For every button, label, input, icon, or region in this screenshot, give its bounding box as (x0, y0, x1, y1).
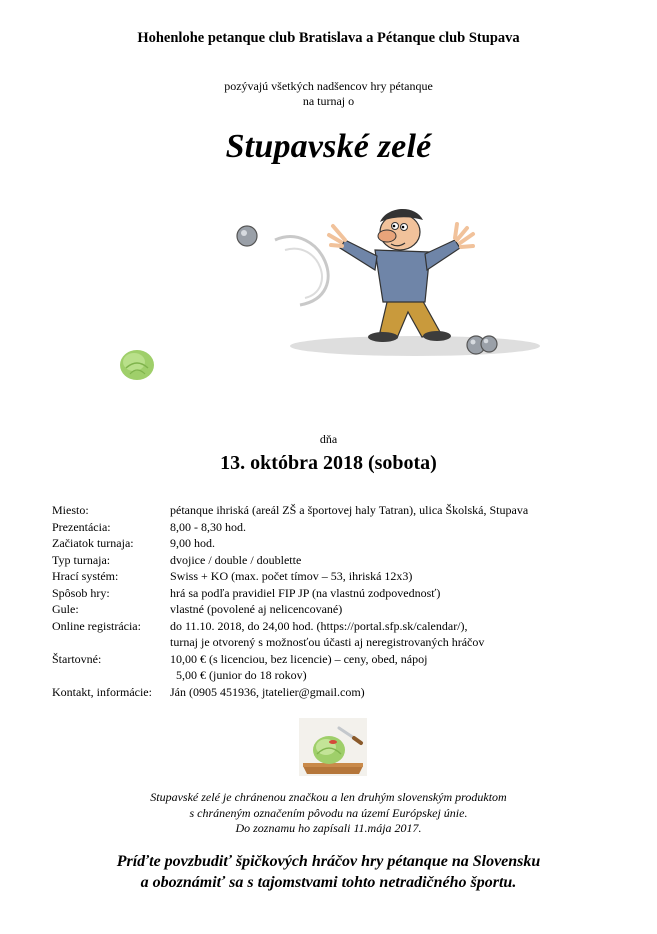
detail-row (52, 585, 528, 602)
note-line-3: Do zoznamu ho zapísali 11.mája 2017. (235, 821, 422, 835)
detail-row (52, 667, 528, 684)
detail-row (52, 552, 528, 569)
detail-value: 10,00 € (s licenciou, bez licencie) – ceny, obed, nápoj (170, 651, 428, 666)
detail-label: Hrací systém: (52, 569, 119, 583)
detail-label: Spôsob hry: (52, 585, 110, 600)
closing-line-1: Príďte povzbudiť špičkových hráčov hry pétanque na Slovensku (116, 853, 541, 870)
detail-row (52, 601, 528, 618)
detail-value: hrá sa podľa pravidiel FIP JP (na vlastnú zodpovednosť) (170, 585, 441, 600)
event-details (52, 502, 528, 700)
protected-origin-note (0, 790, 657, 837)
detail-value: Swiss + KO (max. počet tímov – 53, ihriská 12x3) (170, 569, 413, 583)
detail-row (52, 634, 528, 651)
invitation-line-1: pozývajú všetkých nadšencov hry pétanque (224, 79, 433, 93)
detail-label: Kontakt, informácie: (52, 684, 152, 699)
detail-label: Začiatok turnaja: (52, 536, 134, 550)
detail-row (52, 502, 528, 519)
closing-invitation (0, 851, 657, 893)
detail-row (52, 519, 528, 536)
detail-value: 5,00 € (junior do 18 rokov) (170, 668, 307, 682)
date-prefix: dňa (319, 432, 338, 446)
detail-row (52, 618, 528, 635)
detail-label: Gule: (52, 602, 79, 616)
detail-value: 9,00 hod. (170, 536, 215, 550)
detail-label (52, 634, 170, 651)
detail-row (52, 684, 528, 701)
detail-row (52, 568, 528, 585)
detail-label: Štartovné: (52, 651, 102, 666)
detail-row (52, 651, 528, 668)
detail-label: Prezentácia: (52, 519, 111, 534)
closing-line-2: a oboznámiť sa s tajomstvami tohto netradičného športu. (140, 874, 517, 891)
detail-label: Miesto: (52, 503, 89, 517)
detail-value: dvojice / double / doublette (170, 552, 302, 567)
flying-boule-icon (237, 226, 257, 246)
invitation-line-2: na turnaj o (302, 94, 355, 108)
detail-value: Ján (0905 451936, jtatelier@gmail.com) (170, 684, 365, 699)
detail-label: Online registrácia: (52, 618, 141, 633)
note-line-2: s chráneným označením pôvodu na území Európskej únie. (189, 805, 468, 820)
detail-value: turnaj je otvorený s možnosťou účasti aj neregistrovaných hráčov (170, 635, 485, 649)
cabbage-board-image (299, 718, 367, 776)
event-date: 13. októbra 2018 (sobota) (220, 452, 437, 474)
detail-row (52, 535, 528, 552)
detail-value: do 11.10. 2018, do 24,00 hod. (https://portal.sfp.sk/calendar/), (170, 618, 468, 633)
ground-boule-icon (481, 336, 497, 352)
organizers-heading: Hohenlohe petanque club Bratislava a Pétanque club Stupava (137, 30, 520, 46)
invitation-text (0, 79, 657, 109)
detail-label (52, 667, 170, 684)
tournament-title: Stupavské zelé (225, 128, 432, 165)
detail-value: vlastné (povolené aj nelicencované) (170, 602, 343, 616)
petanque-player-illustration (205, 200, 545, 370)
detail-label: Typ turnaja: (52, 552, 111, 567)
detail-value: 8,00 - 8,30 hod. (170, 519, 246, 534)
cabbage-icon (118, 348, 156, 382)
note-line-1: Stupavské zelé je chránenou značkou a len druhým slovenským produktom (150, 790, 507, 804)
detail-value: pétanque ihriská (areál ZŠ a športovej haly Tatran), ulica Školská, Stupava (170, 503, 529, 517)
